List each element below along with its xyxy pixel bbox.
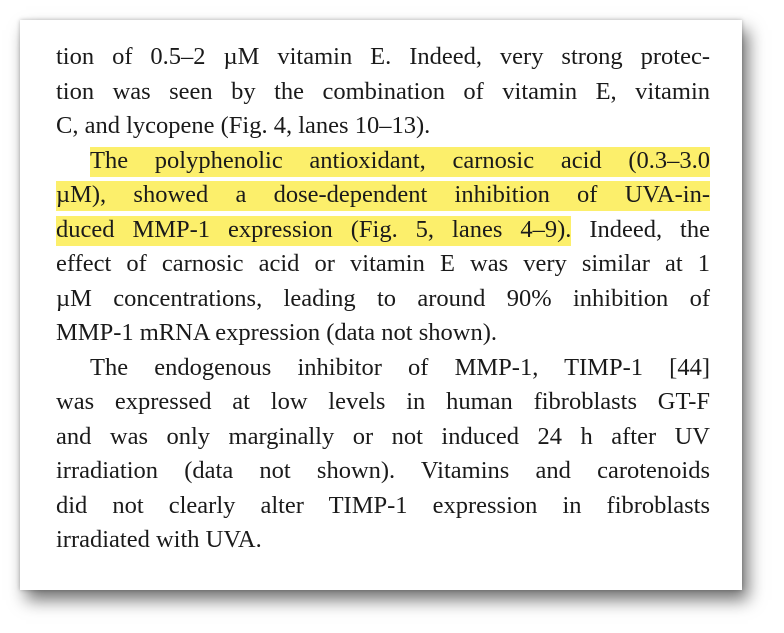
text-line: and was only marginally or not induced 24 h after UV — [56, 422, 710, 450]
document-page — [20, 20, 742, 590]
text-line: MMP-1 mRNA expression (data not shown). — [56, 319, 497, 346]
text-line: tion of 0.5–2 µM vitamin E. Indeed, very strong protec- — [56, 43, 710, 70]
text-line: was expressed at low levels in human fibroblasts GT-F — [56, 388, 710, 415]
text-line: µM concentrations, leading to around 90% inhibition of — [56, 284, 710, 312]
text-line: tion was seen by the combination of vitamin E, vitamin — [56, 77, 710, 105]
text-line: The endogenous inhibitor of MMP-1, TIMP-1 [44] — [90, 353, 710, 381]
highlighted-text-line: The polyphenolic antioxidant, carnosic acid (0.3–3.0 — [56, 144, 710, 179]
text-line: C, and lycopene (Fig. 4, lanes 10–13). — [56, 112, 431, 139]
text-line: did not clearly alter TIMP-1 expression in fibroblasts — [56, 491, 710, 519]
document-body — [56, 40, 710, 558]
text-line: irradiation (data not shown). Vitamins and carotenoids — [56, 457, 710, 484]
highlighted-text-line: duced MMP-1 expression (Fig. 5, lanes 4–9). Indeed, the — [56, 213, 710, 248]
highlighted-text-line: µM), showed a dose-dependent inhibition of UVA-in- — [56, 178, 710, 213]
text-line: effect of carnosic acid or vitamin E was very similar at 1 — [56, 250, 710, 277]
text-line: irradiated with UVA. — [56, 526, 262, 553]
